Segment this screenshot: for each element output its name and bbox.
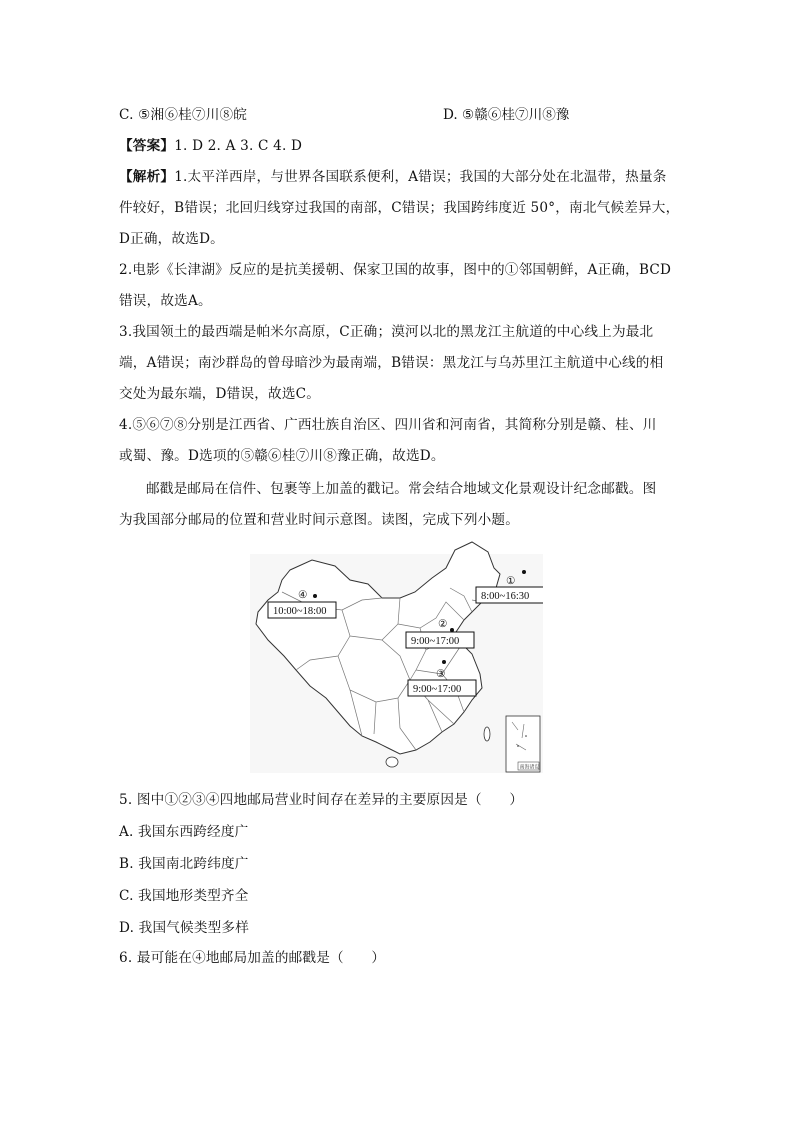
option-c: C. ⑤湘⑥桂⑦川⑧皖 — [119, 107, 248, 123]
q5-option-a: A. 我国东西跨经度广 — [119, 824, 249, 840]
point-2-marker — [450, 628, 454, 632]
point-1-marker — [522, 570, 526, 574]
point-4-label: ④ — [298, 590, 308, 601]
hainan-island — [386, 757, 398, 767]
answer-label: 【答案】 — [119, 138, 175, 154]
analysis-line-3: D正确，故选D。 — [119, 231, 224, 247]
answer-line — [119, 134, 302, 154]
q6-stem: 6. 最可能在④地邮局加盖的邮戳是（ ） — [119, 950, 386, 966]
point-1-time: 8:00~16:30 — [481, 591, 530, 602]
analysis-line-9: 4.⑤⑥⑦⑧分别是江西省、广西壮族自治区、四川省和河南省，其简称分别是赣、桂、川 — [119, 417, 657, 433]
q5-option-c: C. 我国地形类型齐全 — [119, 888, 249, 904]
analysis-line-10: 或蜀、豫。D选项的⑤赣⑥桂⑦川⑧豫正确，故选D。 — [119, 448, 445, 464]
q5-option-d: D. 我国气候类型多样 — [119, 920, 250, 936]
q5-option-b: B. 我国南北跨纬度广 — [119, 856, 249, 872]
taiwan-island — [484, 727, 490, 741]
analysis-line-8: 交处为最东端，D错误，故选C。 — [119, 386, 321, 402]
analysis-label: 【解析】 — [119, 169, 175, 185]
point-4-time: 10:00~18:00 — [273, 606, 327, 617]
intro-line-2: 为我国部分邮局的位置和营业时间示意图。读图，完成下列小题。 — [119, 512, 520, 528]
point-4-marker — [313, 594, 317, 598]
analysis-line-2: 件较好，B错误；北回归线穿过我国的南部，C错误；我国跨纬度近 50°，南北气候差异大， — [119, 200, 680, 216]
analysis-line-7: 端，A错误；南沙群岛的曾母暗沙为最南端，B错误：黑龙江与乌苏里江主航道中心线的相 — [119, 355, 664, 371]
inset-label: 南海诸岛 — [519, 764, 540, 771]
analysis-line-6: 3.我国领土的最西端是帕米尔高原，C正确；漠河以北的黑龙江主航道的中心线上为最北 — [119, 324, 654, 340]
analysis-line-1 — [119, 165, 667, 185]
analysis-line-5: 错误，故选A。 — [119, 293, 212, 309]
point-3-time: 9:00~17:00 — [413, 684, 462, 695]
point-2-label: ② — [438, 619, 448, 630]
analysis-line-4: 2.电影《长津湖》反应的是抗美援朝、保家卫国的故事，图中的①邻国朝鲜，A正确，BCD — [119, 262, 672, 278]
point-3-label: ③ — [436, 669, 446, 680]
analysis-text-1: 1.太平洋西岸，与世界各国联系便利，A错误；我国的大部分处在北温带，热量条 — [174, 169, 667, 185]
point-1-label: ① — [506, 576, 516, 587]
intro-line-1: 邮戳是邮局在信件、包裹等上加盖的戳记。常会结合地域文化景观设计纪念邮戳。图 — [146, 481, 657, 497]
point-2-time: 9:00~17:00 — [411, 636, 460, 647]
answer-text: 1. D 2. A 3. C 4. D — [174, 138, 303, 154]
option-d: D. ⑤赣⑥桂⑦川⑧豫 — [443, 107, 570, 123]
q5-stem: 5. 图中①②③④四地邮局营业时间存在差异的主要原因是（ ） — [119, 792, 524, 808]
china-post-office-map — [250, 540, 543, 773]
point-3-marker — [442, 660, 446, 664]
